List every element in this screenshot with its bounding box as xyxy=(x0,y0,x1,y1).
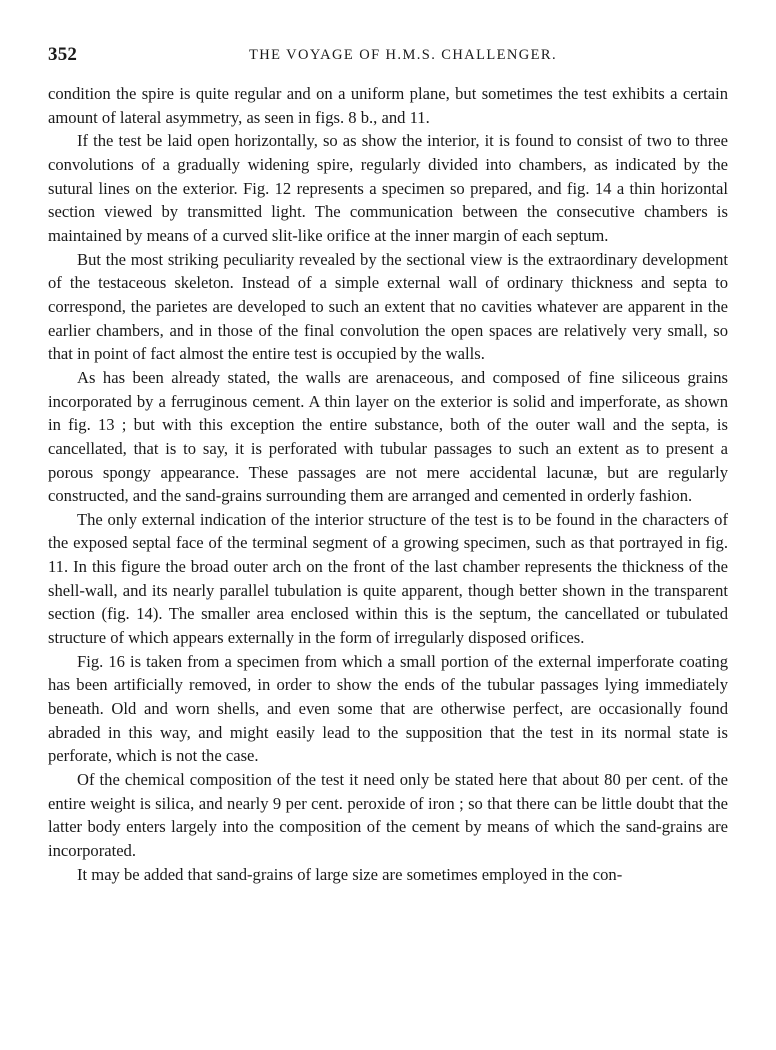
paragraph: If the test be laid open horizontally, so as show the interior, it is found to consist of two to three convolutions of a gradually widening spire, regularly divided into chambers, as indicated by the sutural lines on the exterior. Fig. 12 represents a specimen so prepared, and fig. 14 a thin horizontal section viewed by transmitted light. The communication between the consecutive chambers is maintained by means of a curved slit-like orifice at the inner margin of each septum. xyxy=(48,131,728,245)
paragraph: Fig. 16 is taken from a specimen from which a small portion of the external imperforate coating has been artificially removed, in order to show the ends of the tubular passages lying immediately beneath. Old and worn shells, and even some that are otherwise perfect, are occasionally found abraded in this way, and might easily lead to the supposition that the test in its normal state is perforate, which is not the case. xyxy=(48,651,728,766)
paragraph-continued: condition the spire is quite regular and on a uniform plane, but sometimes the test exhibits a certain amount of lateral asymmetry, as seen in figs. 8 b., and 11. xyxy=(48,84,728,127)
paragraph: Of the chemical composition of the test it need only be stated here that about 80 per cent. of the entire weight is silica, and nearly 9 per cent. peroxide of iron ; so that there can be little doubt that the latter body enters largely into the composition of the cement by means of which the sand-grains are incorporated. xyxy=(48,770,728,860)
page-number: 352 xyxy=(48,44,78,65)
running-title: THE VOYAGE OF H.M.S. CHALLENGER. xyxy=(249,47,557,63)
paragraph: It may be added that sand-grains of large size are sometimes employed in the con- xyxy=(77,864,623,884)
paragraph: The only external indication of the interior structure of the test is to be found in the characters of the exposed septal face of the terminal segment of a growing specimen, such as that portrayed in fig. 11. In this figure the broad outer arch on the front of the last chamber represents the thickness of the shell-wall, and its nearly parallel tubulation is quite apparent, though better shown in the transparent section (fig. 14). The smaller area enclosed within this is the septum, the cancellated or tubulated structure of which appears externally in the form of irregularly disposed orifices. xyxy=(48,509,728,648)
body-text xyxy=(48,82,728,886)
page-header xyxy=(48,44,728,68)
paragraph: As has been already stated, the walls are arenaceous, and composed of fine siliceous grains incorporated by a ferruginous cement. A thin layer on the exterior is solid and imperforate, as shown in fig. 13 ; but with this exception the entire substance, both of the outer wall and the septa, is cancellated, that is to say, it is perforated with tubular passages to such an extent as to present a porous spongy appearance. These passages are not mere accidental lacunæ, but are regularly constructed, and the sand-grains surrounding them are arranged and cemented in orderly fashion. xyxy=(48,367,728,506)
paragraph: But the most striking peculiarity revealed by the sectional view is the extraordinary development of the testaceous skeleton. Instead of a simple external wall of ordinary thickness and septa to correspond, the parietes are developed to such an extent that no cavities whatever are apparent in the earlier chambers, and in those of the final convolution the open spaces are relatively very small, so that in point of fact almost the entire test is occupied by the walls. xyxy=(48,249,728,364)
